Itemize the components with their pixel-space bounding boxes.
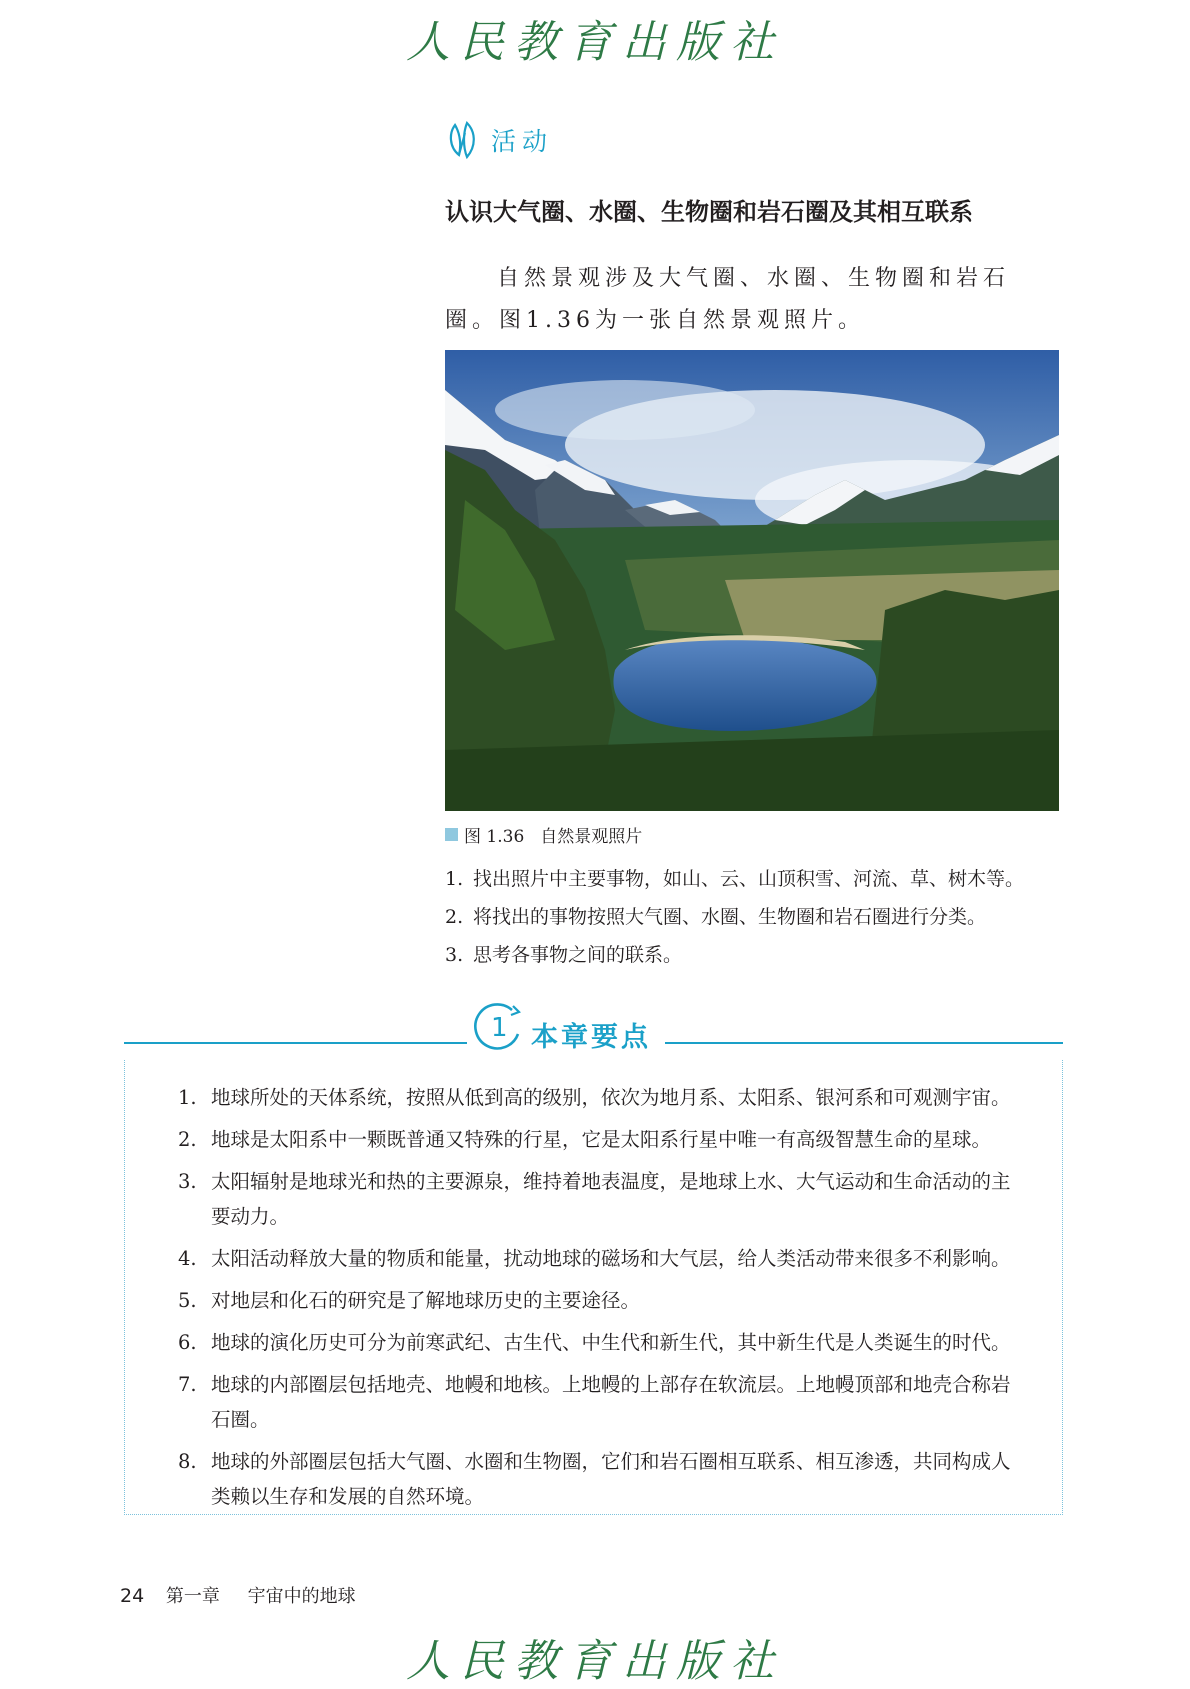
point-number: 7. [178, 1373, 197, 1396]
activity-header [445, 118, 553, 162]
summary-point [178, 1241, 1023, 1276]
chapter-label: 第一章 [165, 1586, 220, 1607]
point-number: 4. [178, 1247, 197, 1270]
point-number: 1. [178, 1086, 197, 1109]
figure-caption-text: 自然景观照片 [540, 827, 643, 847]
activity-title: 认识大气圈、水圈、生物圈和岩石圈及其相互联系 [445, 197, 973, 226]
publisher-logo-bottom: 人民教育出版社 [406, 1636, 784, 1687]
summary-point [178, 1325, 1023, 1360]
activity-intro: 自然景观涉及大气圈、水圈、生物圈和岩石圈。图1.36为一张自然景观照片。 [445, 266, 1011, 333]
landscape-photo [445, 350, 1059, 811]
summary-point [178, 1367, 1023, 1437]
task-number: 3. [445, 944, 464, 966]
point-number: 8. [178, 1450, 197, 1473]
point-text: 地球的内部圈层包括地壳、地幔和地核。上地幔的上部存在软流层。上地幔顶部和地壳合称岩石圈。 [211, 1373, 1011, 1431]
task-text: 将找出的事物按照大气圈、水圈、生物圈和岩石圈进行分类。 [473, 906, 987, 928]
task-item [445, 936, 1024, 974]
summary-point [178, 1122, 1023, 1157]
point-number: 5. [178, 1289, 197, 1312]
activity-leaf-icon [445, 119, 483, 161]
summary-point [178, 1164, 1023, 1234]
figure-number: 图 1.36 [464, 827, 525, 847]
point-text: 地球所处的天体系统，按照从低到高的级别，依次为地月系、太阳系、银河系和可观测宇宙。 [211, 1086, 1011, 1109]
summary-title: 本章要点 [531, 1022, 651, 1053]
point-number: 6. [178, 1331, 197, 1354]
summary-badge-icon [472, 1000, 528, 1052]
task-item [445, 898, 1024, 936]
page-footer [120, 1582, 356, 1608]
task-number: 2. [445, 906, 464, 928]
summary-divider-right [665, 1042, 1063, 1044]
publisher-logo-top: 人民教育出版社 [406, 17, 784, 68]
point-number: 3. [178, 1170, 197, 1193]
task-item [445, 860, 1024, 898]
point-text: 太阳辐射是地球光和热的主要源泉，维持着地表温度，是地球上水、大气运动和生命活动的主要动力。 [211, 1170, 1011, 1228]
svg-text:1: 1 [491, 1013, 508, 1043]
task-text: 思考各事物之间的联系。 [473, 944, 683, 966]
activity-task-list [445, 860, 1024, 974]
point-text: 对地层和化石的研究是了解地球历史的主要途径。 [211, 1289, 641, 1312]
point-text: 地球的演化历史可分为前寒武纪、古生代、中生代和新生代，其中新生代是人类诞生的时代。 [211, 1331, 1011, 1354]
point-number: 2. [178, 1128, 197, 1151]
task-number: 1. [445, 868, 464, 890]
summary-point [178, 1283, 1023, 1318]
figure-caption [445, 822, 642, 847]
summary-point [178, 1080, 1023, 1115]
task-text: 找出照片中主要事物，如山、云、山顶积雪、河流、草、树木等。 [473, 868, 1025, 890]
point-text: 太阳活动释放大量的物质和能量，扰动地球的磁场和大气层，给人类活动带来很多不利影响。 [211, 1247, 1011, 1270]
summary-divider-left [124, 1042, 467, 1044]
chapter-title: 宇宙中的地球 [247, 1586, 356, 1607]
point-text: 地球的外部圈层包括大气圈、水圈和生物圈，它们和岩石圈相互联系、相互渗透，共同构成人类赖以生存和发展的自然环境。 [211, 1450, 1011, 1508]
point-text: 地球是太阳系中一颗既普通又特殊的行星，它是太阳系行星中唯一有高级智慧生命的星球。 [211, 1128, 992, 1151]
summary-point-list [178, 1080, 1023, 1521]
activity-label: 活动 [491, 127, 554, 156]
summary-point [178, 1444, 1023, 1514]
caption-marker [445, 828, 458, 841]
page-number: 24 [120, 1585, 145, 1607]
